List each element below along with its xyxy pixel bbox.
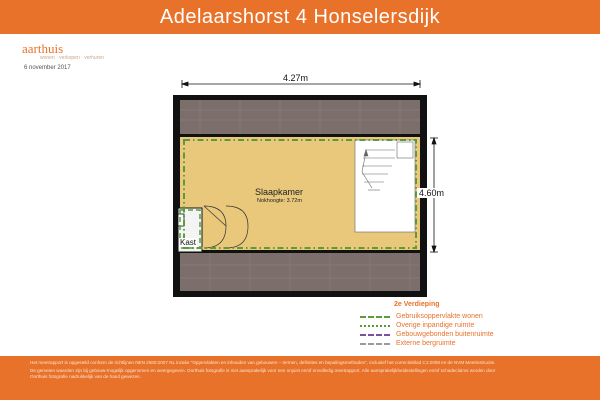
stair-railing [397, 142, 413, 158]
legend-swatch [360, 316, 390, 318]
room-note: Nokhoogte: 3.72m [257, 198, 302, 204]
floor-plan [0, 60, 600, 360]
legend-item [360, 312, 494, 321]
legend-item [360, 330, 494, 339]
legend-label: Overige inpandige ruimte [396, 322, 475, 329]
width-label: 4.27m [283, 73, 309, 83]
legend-label: Gebouwgebonden buitenruimte [396, 331, 494, 338]
height-label: 4.60m [419, 188, 445, 198]
legend-label: Gebruiksoppervlakte wonen [396, 313, 483, 320]
roof-bottom [180, 253, 420, 291]
disclaimer-measurement: Het meetrapport is opgesteld conform de richtlijnen NEN 2580:2007 NL inzake "Oppervlakten en inhouden van gebouwen – termen, definities en bepalingsmethoden", inclusief het correctieblad C1:2008 en de NVM Meetinstructie. [30, 360, 496, 365]
disclaimer-liability: De gemeten waarden zijn bij gebouw-mogelijk opgenomen en weergegeven. Oorthuis fotografie is niet aansprakelijk voor een onjuist en/of onvolledig meetrapport. Alle aansprakelijkheidsstellingen en/of schadeclaims worden door Oorthuis fotografie nadrukkelijk van de hand gewezen. [30, 368, 496, 379]
header-bar [0, 0, 600, 34]
legend-swatch [360, 343, 390, 345]
closet-label: Kast [180, 238, 197, 247]
legend-item [360, 321, 494, 330]
legend-swatch [360, 334, 390, 336]
legend-swatch [360, 325, 390, 327]
brand-logo [22, 41, 104, 61]
page-title: Adelaarshorst 4 Honselersdijk [159, 5, 441, 28]
legend-label: Externe bergruimte [396, 340, 456, 347]
date-label: 6 november 2017 [24, 65, 71, 71]
logo-text: aarthuis [22, 41, 64, 56]
legend-item [360, 339, 494, 348]
legend-title: 2e Verdieping [394, 301, 440, 308]
legend [360, 301, 494, 348]
room-name: Slaapkamer [255, 187, 304, 197]
roof-top [180, 100, 420, 134]
footer-disclaimer [0, 356, 600, 400]
logo-subtitle: wonen · verkopen · verhuren [40, 55, 104, 61]
